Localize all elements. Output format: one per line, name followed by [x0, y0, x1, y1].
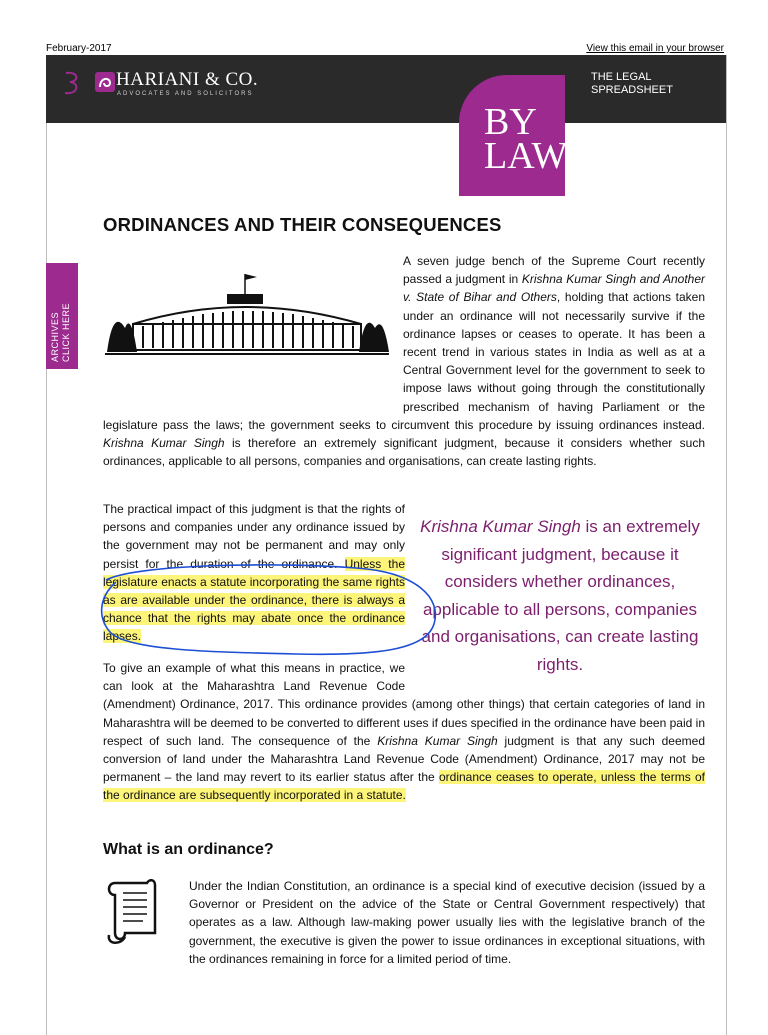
intro-text-2: , holding that actions taken under an ordinance will not necessarily survive if the ordinance lapses or ceases to operate. It has been a recent trend in various states in India as well as at a Central Government level for the government to seek to impose laws without going through the constitutionally prescribed mechanism of having Parliament or the legislature pass the laws; the government seeks to circumvent this procedure by issuing ordinances instead. — [103, 290, 706, 432]
article-title: ORDINANCES AND THEIR CONSEQUENCES — [103, 214, 502, 235]
archives-label[interactable] — [50, 262, 72, 362]
intro-paragraph-right — [103, 252, 705, 470]
impact-text: The practical impact of this judgment is that the rights of persons and companies under any ordinance issued by the government may not be permanent and may only persist for the duration of the ordinance. — [103, 502, 405, 571]
pull-quote — [415, 513, 705, 678]
firm-logo-icon — [94, 71, 116, 93]
view-in-browser-link[interactable]: View this email in your browser — [586, 43, 724, 54]
section-heading: What is an ordinance? — [103, 841, 274, 858]
example-text-2: judgment is that any such deemed conversion of land under the Maharashtra Land Revenue Code (Amendment) Ordinance, 2017 may not be permanent – the land may revert to its earlier status after the — [103, 733, 705, 785]
pull-quote-text: is an extremely significant judgment, because it considers whether ordinances, applicable to all persons, companies and organisations, can create lasting rights. — [421, 517, 700, 674]
newsletter-date: February-2017 — [46, 43, 112, 54]
intro-text-3: is therefore an extremely significant judgment, because it considers whether such ordinances, applicable to all persons, companies and organisations, can create lasting rights. — [103, 436, 706, 469]
ordinance-definition-paragraph: Under the Indian Constitution, an ordinance is a special kind of executive decision (issued by a Governor or President on the advice of the State or Central Government respectively) that operates as a law. Although law-making power usually lies with the legislative branch of the government, the executive is given the power to issue ordinances in exceptional situations, with the ordinances remaining in force for a limited period of time. — [189, 879, 705, 966]
impact-highlight: Unless the legislature enacts a statute incorporating the same rights as are available under the ordinance, there is always a chance that the rights may abate once the ordinance lapses. — [103, 556, 405, 644]
case-name-short: Krishna Kumar Singh — [103, 436, 225, 451]
tagline-line1: THE LEGAL — [591, 71, 652, 83]
archives-line2: CLICK HERE — [61, 302, 71, 362]
scroll-document-icon — [103, 875, 165, 947]
pull-quote-case: Krishna Kumar Singh — [420, 517, 581, 536]
image-float-spacer — [103, 252, 403, 398]
firm-subtitle: ADVOCATES AND SOLICITORS — [117, 91, 254, 97]
swirl-logo-icon — [62, 69, 84, 97]
archives-line1: ARCHIVES — [50, 311, 60, 362]
case-name: Krishna Kumar Singh and Another v. State of Bihar and Others — [403, 272, 705, 305]
tagline-line2: SPREADSHEET — [591, 84, 673, 96]
header-bar — [46, 55, 726, 123]
bylaw-line1: BY — [484, 101, 537, 143]
intro-text-1: A seven judge bench of the Supreme Court recently passed a judgment in — [403, 254, 705, 287]
impact-paragraph — [103, 500, 405, 646]
bylaw-line2: LAW — [484, 135, 568, 177]
example-paragraph — [103, 659, 705, 805]
newsletter-tagline — [591, 71, 673, 97]
example-text-1: To give an example of what this means in practice, we can look at the Maharashtra Land Revenue Code (Amendment) Ordinance, 2017. This ordinance provides (among other things) that certain categories of land in Maharashtra will be deemed to be converted to different uses if dues specified in the ordinance have been paid in respect of such land. The consequence of the — [103, 661, 705, 748]
example-highlight: ordinance ceases to operate, unless the terms of the ordinance are subsequently incorporated in a statute. — [103, 770, 705, 803]
pullquote-float-spacer — [405, 659, 705, 695]
example-case: Krishna Kumar Singh — [377, 733, 498, 748]
firm-name: HARIANI & CO. — [116, 69, 259, 90]
bylaw-logo — [459, 75, 568, 196]
